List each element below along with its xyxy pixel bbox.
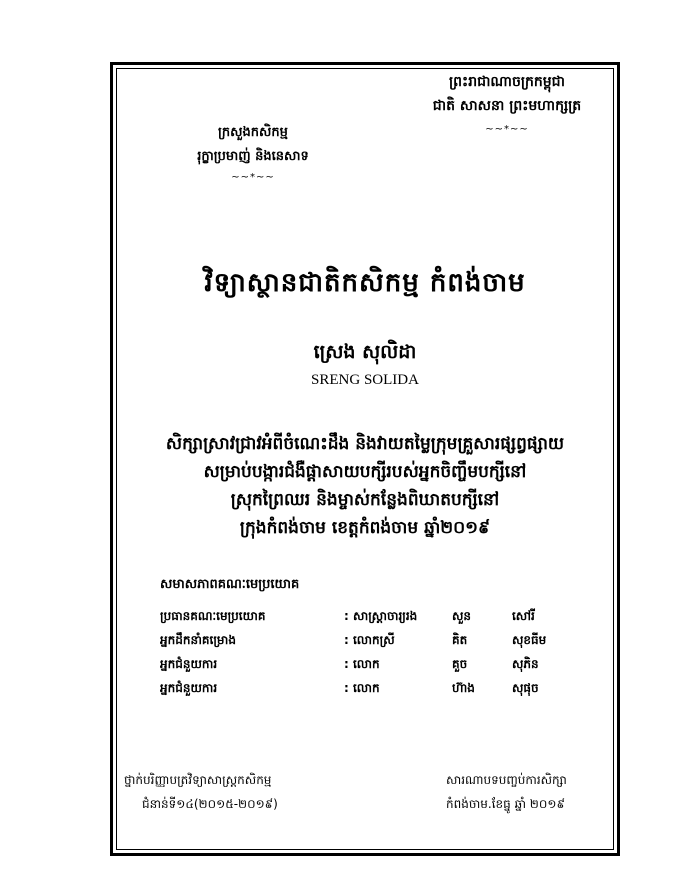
- footer-generation: ជំនាន់ទី១៤(២០១៥-២០១៩): [142, 797, 278, 811]
- member-given-name: សៅរី: [512, 609, 535, 623]
- member-role: ប្រធានគណៈមេប្រយោគ: [160, 609, 266, 623]
- ministry-ornament: ~~*~~: [231, 172, 275, 183]
- member-role: អ្នកជំនួយការ: [160, 657, 218, 671]
- member-given-name: សុខធីម: [512, 633, 547, 647]
- footer-thesis-label: សារណាបទបញ្ចប់ការសិក្សា: [446, 773, 567, 787]
- kingdom-ornament: ~~*~~: [485, 124, 529, 135]
- member-surname: គិត: [452, 633, 468, 647]
- member-role: អ្នកដឹកនាំគម្រោង: [160, 633, 236, 647]
- topic-line-1: សិក្សាស្រាវជ្រាវអំពីចំណេះដឹង និងវាយតម្លៃក្រុមគ្រួសារផ្សព្វផ្សាយ: [165, 434, 565, 454]
- member-given-name: សុផុច: [512, 681, 539, 695]
- author-name-english: SRENG SOLIDA: [311, 372, 419, 388]
- footer-degree: ថ្នាក់បរិញ្ញាបត្រវិទ្យាសាស្ត្រកសិកម្ម: [124, 773, 272, 787]
- footer-place-date: កំពង់ចាម.ខែធ្នូ ឆ្នាំ ២០១៩: [446, 797, 565, 811]
- kingdom-line-1: ព្រះរាជាណាចក្រកម្ពុជា: [448, 74, 565, 90]
- member-title: : លោក: [344, 681, 380, 695]
- member-title: : លោកស្រី: [344, 633, 395, 647]
- member-given-name: សុភិន: [512, 657, 539, 671]
- member-surname: សួន: [452, 609, 472, 623]
- thesis-topic: [120, 430, 610, 542]
- topic-line-3: ស្រុកព្រៃឈរ និងម្ចាស់កន្លែងពិឃាតបក្សីនៅ: [230, 490, 500, 510]
- institute-title: វិទ្យាស្ថានជាតិកសិកម្ម កំពង់ចាម: [204, 268, 526, 298]
- topic-line-2: សម្រាប់បង្ការជំងឺផ្តាសាយបក្សីរបស់អ្នកចិញ្ចឹមបក្សីនៅ: [203, 462, 527, 482]
- member-role: អ្នកជំនួយការ: [160, 681, 218, 695]
- topic-line-4: ក្រុងកំពង់ចាម ខេត្តកំពង់ចាម ឆ្នាំ២០១៩: [239, 518, 491, 538]
- member-title: : លោក: [344, 657, 380, 671]
- kingdom-motto: ជាតិ សាសនា ព្រះមហាក្សត្រ: [432, 98, 582, 114]
- author-name-khmer: ស្រេង សុលិដា: [313, 341, 417, 363]
- committee-title: សមាសភាពគណៈមេប្រយោគ: [160, 577, 300, 592]
- member-surname: គួច: [452, 657, 468, 671]
- ministry-line-2: រុក្ខាប្រមាញ់ និងនេសាទ: [197, 149, 309, 164]
- ministry-line-1: ក្រសួងកសិកម្ម: [218, 125, 288, 140]
- member-title: : សាស្ត្រាចារ្យរង: [344, 609, 418, 623]
- member-surname: ហ៊ាង: [452, 681, 475, 695]
